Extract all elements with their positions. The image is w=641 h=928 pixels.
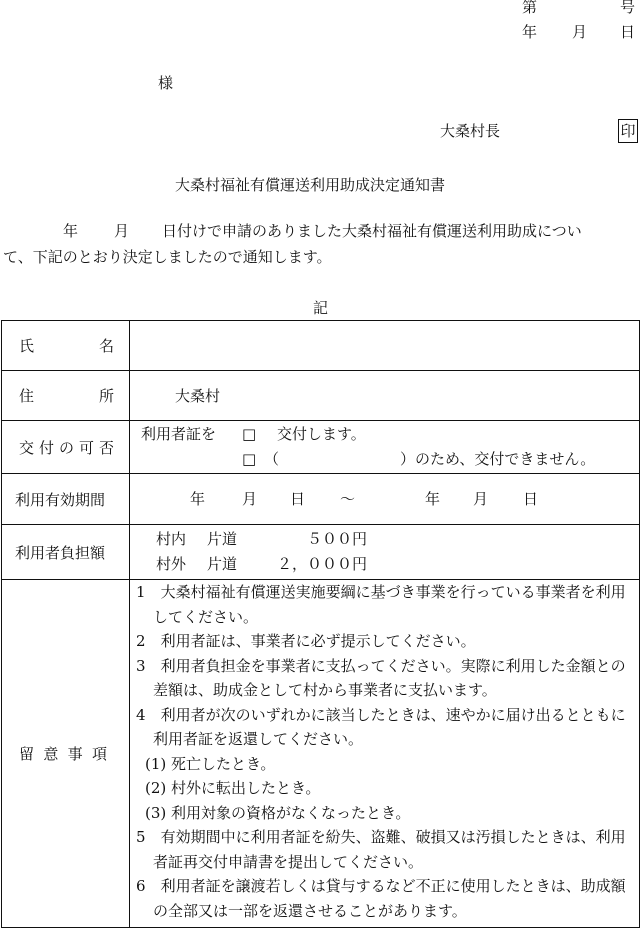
issue-label-char: 交 (19, 438, 35, 457)
intro-month: 月 (114, 222, 130, 240)
sub-note-number: (3) (145, 803, 167, 822)
validity-to-month: 月 (473, 490, 489, 508)
date-day-label: 日 (620, 23, 636, 41)
issue-approve-text: 交付します。 (277, 425, 366, 443)
note-number: 1 (136, 583, 146, 601)
note-text: 大桑村福祉有償運送実施要綱に基づき事業を行っている事業者を利用してください。 (153, 583, 626, 626)
seal-mark: 印 (618, 119, 638, 143)
name-value (130, 321, 640, 371)
notes-label-char: 項 (91, 745, 107, 763)
note-number: 3 (136, 656, 146, 675)
address-label-char: 所 (98, 387, 114, 405)
note-text: 有効期間中に利用者証を紛失、盗難、破損又は汚損したときは、利用者証再交付申請書を提出してください。 (153, 828, 626, 871)
notes-value (130, 580, 640, 928)
sub-note-text: 死亡したとき。 (171, 754, 276, 773)
validity-from-month: 月 (242, 490, 258, 508)
note-item (136, 703, 633, 752)
issue-label-char: の (58, 438, 74, 457)
notes-label-char: 事 (67, 745, 83, 763)
date-year-label: 年 (522, 23, 538, 41)
issue-label-char: 付 (38, 438, 54, 457)
issue-value (130, 421, 640, 474)
sub-note-text: 利用対象の資格がなくなったとき。 (171, 803, 411, 822)
issue-label (2, 421, 130, 474)
intro-line1-text: 日付けで申請のありました大桑村福祉有償運送利用助成につい (162, 222, 582, 240)
issue-label-char: 否 (98, 438, 114, 457)
burden-amount: ５００円 (307, 530, 368, 548)
burden-label-text: 利用者負担額 (15, 543, 106, 562)
burden-label (2, 525, 130, 580)
note-item (136, 580, 633, 629)
addressee-suffix: 様 (158, 74, 174, 92)
sub-note-item (136, 776, 633, 801)
row-burden (2, 525, 640, 580)
validity-to-year: 年 (425, 490, 441, 508)
validity-to-day: 日 (523, 490, 539, 508)
sub-note-number: (2) (145, 779, 167, 797)
validity-value (130, 474, 640, 525)
ki-heading: 記 (313, 299, 329, 317)
sub-note-item (136, 752, 633, 777)
sub-note-item (136, 801, 633, 826)
burden-trip: 片道 (207, 555, 238, 573)
document-title: 大桑村福祉有償運送利用助成決定通知書 (175, 176, 446, 194)
row-address (2, 371, 640, 421)
note-number: 4 (136, 705, 146, 724)
note-text: 利用者証を譲渡若しくは貸与するなど不正に使用したときは、助成額の全部又は一部を返還させることがあります。 (153, 877, 626, 920)
note-item (136, 629, 633, 654)
issue-label-char: 可 (78, 438, 94, 457)
name-label (2, 321, 130, 371)
row-validity (2, 474, 640, 525)
validity-tilde: ～ (340, 490, 356, 508)
address-value (130, 371, 640, 421)
note-text: 利用者負担金を事業者に支払ってください。実際に利用した金額との差額は、助成金として村から事業者に支払います。 (153, 656, 626, 699)
address-value-text: 大桑村 (175, 387, 221, 405)
name-label-char: 氏 (19, 337, 35, 355)
note-text: 利用者が次のいずれかに該当したときは、速やかに届け出るとともに利用者証を返還してください。 (153, 705, 626, 748)
deny-open-paren: （ (264, 450, 280, 468)
row-issue (2, 421, 640, 474)
checkbox-deny[interactable]: □ (242, 450, 257, 468)
intro-line2: て、下記のとおり決定しましたので通知します。 (3, 248, 332, 266)
note-number: 2 (136, 632, 146, 650)
note-item (136, 825, 633, 874)
issuer-name: 大桑村長 (440, 122, 501, 140)
address-label (2, 371, 130, 421)
note-number: 6 (136, 877, 146, 895)
name-label-char: 名 (98, 337, 114, 355)
validity-from-year: 年 (190, 490, 206, 508)
row-notes (2, 580, 640, 928)
validity-label (2, 474, 130, 525)
sub-note-number: (1) (145, 754, 167, 773)
burden-value (130, 525, 640, 580)
burden-area: 村外 (156, 555, 187, 573)
date-month-label: 月 (572, 23, 588, 41)
sub-note-text: 村外に転出したとき。 (171, 779, 321, 797)
validity-from-day: 日 (290, 490, 306, 508)
burden-trip: 片道 (207, 530, 238, 548)
burden-area: 村内 (156, 530, 187, 548)
intro-year: 年 (63, 222, 79, 240)
note-item (136, 654, 633, 703)
checkbox-issue[interactable]: □ (242, 425, 257, 443)
deny-reason-text: ）のため、交付できません。 (400, 450, 596, 468)
note-item (136, 874, 633, 923)
notes-label-char: 留 (19, 745, 35, 763)
note-number: 5 (136, 828, 146, 846)
number-label-go: 号 (620, 0, 636, 16)
issue-prefix: 利用者証を (141, 425, 217, 443)
notes-label (2, 580, 130, 928)
row-name (2, 321, 640, 371)
notes-label-char: 意 (43, 745, 59, 763)
note-text: 利用者証は、事業者に必ず提示してください。 (160, 632, 476, 650)
decision-table (1, 320, 640, 928)
address-label-char: 住 (19, 387, 35, 405)
number-label-dai: 第 (522, 0, 538, 16)
notes-list (130, 580, 639, 923)
burden-amount: ２，０００円 (277, 555, 368, 573)
validity-label-text: 利用有効期間 (15, 490, 106, 509)
